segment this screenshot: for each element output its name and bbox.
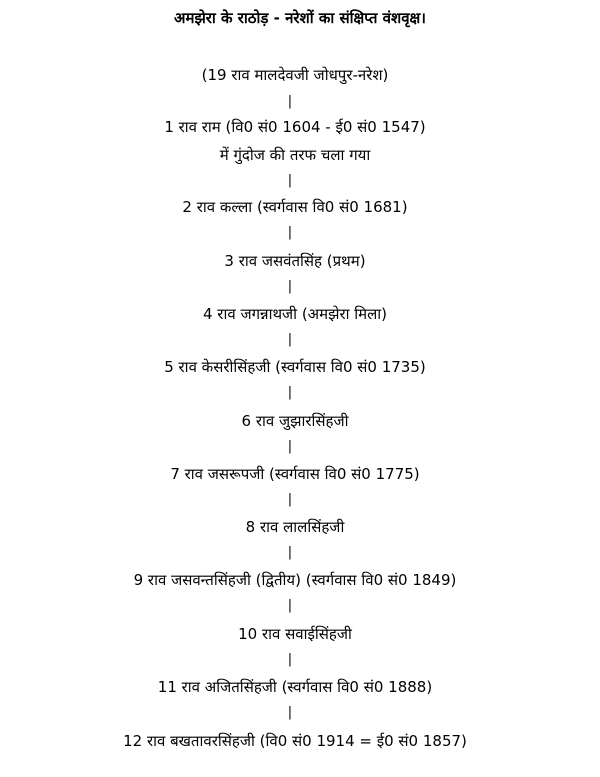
entry-10-line: 10 राव सवाईसिंहजी [238,625,352,643]
entry-3-line: 3 राव जसवंतसिंह (प्रथम) [224,252,366,270]
separator: | [287,492,293,507]
separator: | [287,385,293,400]
entry-7-line: 7 राव जसरूपजी (स्वर्गवास वि0 सं0 1775) [170,465,420,483]
entry-4-line: 4 राव जगन्नाथजी (अमझेरा मिला) [203,305,387,323]
separator: | [287,545,293,560]
separator: | [287,94,293,109]
entry-8-line: 8 राव लालसिंहजी [245,518,345,536]
separator: | [287,332,293,347]
separator: | [287,225,293,240]
entry-2-line: 2 राव कल्ला (स्वर्गवास वि0 सं0 1681) [182,198,408,216]
entry-1-line: 1 राव राम (वि0 सं0 1604 - ई0 सं0 1547) [164,118,426,136]
separator: | [287,652,293,667]
page-title: अमझेरा के राठोड़ - नरेशों का संक्षिप्त वंशवृक्ष। [174,9,426,27]
entry-12-line: 12 राव बखतावरसिंहजी (वि0 सं0 1914 = ई0 सं0 1857) [123,732,467,750]
entry-9-line: 9 राव जसवन्तसिंहजी (द्वितीय) (स्वर्गवास वि0 सं0 1849) [133,571,457,589]
separator: | [287,705,293,720]
separator: | [287,598,293,613]
separator: | [287,279,293,294]
origin-line: (19 राव मालदेवजी जोधपुर-नरेश) [201,66,389,84]
separator: | [287,173,293,188]
entry-5-line: 5 राव केसरीसिंहजी (स्वर्गवास वि0 सं0 1735) [164,358,426,376]
entry-6-line: 6 राव जुझारसिंहजी [241,412,349,430]
separator: | [287,439,293,454]
entry-1-note: में गुंदोज की तरफ चला गया [219,146,371,164]
entry-11-line: 11 राव अजितसिंहजी (स्वर्गवास वि0 सं0 1888) [157,678,433,696]
